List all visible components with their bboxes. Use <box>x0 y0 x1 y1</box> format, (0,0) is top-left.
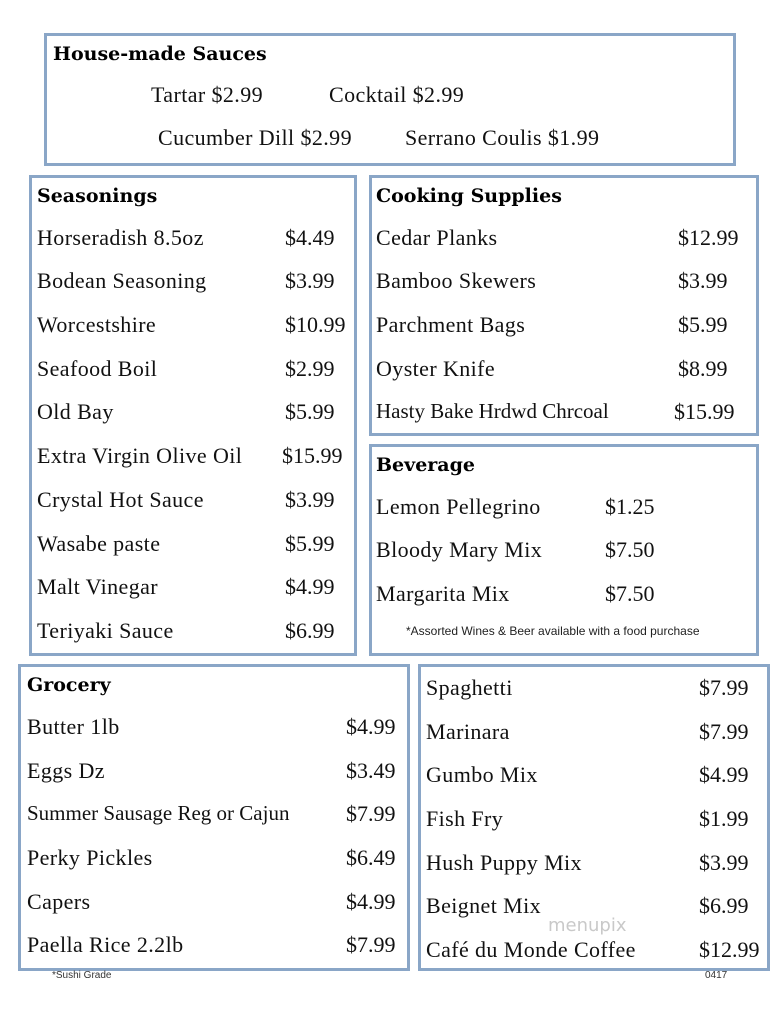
list-item <box>21 714 407 744</box>
item-price: $10.99 <box>285 312 346 337</box>
list-item <box>21 932 407 962</box>
item-price: $5.99 <box>285 399 335 424</box>
seasonings-title: Seasonings <box>37 185 158 207</box>
item-name: Café du Monde Coffee <box>426 937 636 962</box>
item-price: $3.99 <box>699 850 749 875</box>
list-item <box>32 574 354 604</box>
list-item <box>421 937 767 967</box>
list-item <box>32 312 354 342</box>
item-price: $5.99 <box>285 531 335 556</box>
item-price: $3.49 <box>346 758 396 783</box>
item-name: Wasabe paste <box>37 531 161 556</box>
item-price: $7.99 <box>346 801 396 826</box>
footer-left-note: *Sushi Grade <box>52 970 112 981</box>
item-price: $8.99 <box>678 356 728 381</box>
item-price: $4.99 <box>699 762 749 787</box>
item-name: Hasty Bake Hrdwd Chrcoal <box>376 399 609 423</box>
item-price: $6.99 <box>285 618 335 643</box>
list-item <box>372 225 756 255</box>
list-item <box>21 889 407 919</box>
item-name: Capers <box>27 889 91 914</box>
beverage-note: *Assorted Wines & Beer available with a food purchase <box>406 624 700 638</box>
list-item <box>21 801 407 831</box>
item-price: $12.99 <box>699 937 760 962</box>
item-name: Extra Virgin Olive Oil <box>37 443 243 468</box>
item-name: Crystal Hot Sauce <box>37 487 204 512</box>
item-price: $4.99 <box>285 574 335 599</box>
list-item <box>372 494 756 524</box>
list-item <box>32 356 354 386</box>
list-item <box>372 312 756 342</box>
sauce-cocktail: Cocktail $2.99 <box>329 82 465 107</box>
item-name: Spaghetti <box>426 675 513 700</box>
sauce-cucumber-dill: Cucumber Dill $2.99 <box>158 125 352 150</box>
item-price: $3.99 <box>285 268 335 293</box>
item-name: Parchment Bags <box>376 312 526 337</box>
cooking-supplies-title: Cooking Supplies <box>376 185 562 207</box>
sauces-title: House-made Sauces <box>53 43 267 65</box>
item-price: $3.99 <box>285 487 335 512</box>
item-name: Perky Pickles <box>27 845 153 870</box>
item-name: Fish Fry <box>426 806 504 831</box>
item-price: $15.99 <box>282 443 343 468</box>
list-item <box>421 806 767 836</box>
beverage-box <box>369 444 759 656</box>
list-item <box>421 762 767 792</box>
list-item <box>21 758 407 788</box>
list-item <box>21 845 407 875</box>
list-item <box>372 537 756 567</box>
item-name: Butter 1lb <box>27 714 120 739</box>
item-name: Bamboo Skewers <box>376 268 537 293</box>
item-price: $4.99 <box>346 889 396 914</box>
item-name: Summer Sausage Reg or Cajun <box>27 801 290 825</box>
item-name: Worcestshire <box>37 312 157 337</box>
grocery-title: Grocery <box>27 674 111 696</box>
item-price: $6.99 <box>699 893 749 918</box>
item-name: Old Bay <box>37 399 114 424</box>
grocery-box <box>18 664 410 971</box>
item-name: Horseradish 8.5oz <box>37 225 204 250</box>
item-name: Teriyaki Sauce <box>37 618 174 643</box>
list-item <box>32 225 354 255</box>
item-price: $1.25 <box>605 494 655 519</box>
list-item <box>32 531 354 561</box>
list-item <box>372 268 756 298</box>
list-item <box>32 443 354 473</box>
list-item <box>421 850 767 880</box>
item-name: Bodean Seasoning <box>37 268 207 293</box>
list-item <box>421 719 767 749</box>
item-price: $15.99 <box>674 399 735 424</box>
list-item <box>32 487 354 517</box>
item-price: $3.99 <box>678 268 728 293</box>
item-name: Seafood Boil <box>37 356 158 381</box>
item-price: $7.50 <box>605 581 655 606</box>
item-name: Malt Vinegar <box>37 574 158 599</box>
list-item <box>32 268 354 298</box>
item-name: Cedar Planks <box>376 225 498 250</box>
item-name: Paella Rice 2.2lb <box>27 932 184 957</box>
list-item <box>372 356 756 386</box>
item-price: $4.99 <box>346 714 396 739</box>
item-price: $7.99 <box>699 719 749 744</box>
sauces-box <box>44 33 736 166</box>
item-price: $1.99 <box>699 806 749 831</box>
list-item <box>372 399 756 429</box>
seasonings-box <box>29 175 357 656</box>
item-name: Gumbo Mix <box>426 762 538 787</box>
item-name: Hush Puppy Mix <box>426 850 582 875</box>
item-price: $2.99 <box>285 356 335 381</box>
item-name: Lemon Pellegrino <box>376 494 541 519</box>
item-price: $7.99 <box>699 675 749 700</box>
item-price: $6.49 <box>346 845 396 870</box>
item-name: Oyster Knife <box>376 356 496 381</box>
list-item <box>32 618 354 648</box>
list-item <box>372 581 756 611</box>
footer-right-note: 0417 <box>705 970 728 981</box>
watermark: menupix <box>548 915 627 936</box>
beverage-title: Beverage <box>376 454 475 476</box>
item-name: Beignet Mix <box>426 893 542 918</box>
sauce-tartar: Tartar $2.99 <box>151 82 263 107</box>
list-item <box>421 675 767 705</box>
item-name: Marinara <box>426 719 510 744</box>
item-price: $4.49 <box>285 225 335 250</box>
item-price: $12.99 <box>678 225 739 250</box>
item-name: Margarita Mix <box>376 581 510 606</box>
list-item <box>32 399 354 429</box>
sauce-serrano-coulis: Serrano Coulis $1.99 <box>405 125 600 150</box>
item-price: $7.50 <box>605 537 655 562</box>
item-name: Bloody Mary Mix <box>376 537 543 562</box>
item-price: $7.99 <box>346 932 396 957</box>
cooking-supplies-box <box>369 175 759 436</box>
item-price: $5.99 <box>678 312 728 337</box>
item-name: Eggs Dz <box>27 758 105 783</box>
